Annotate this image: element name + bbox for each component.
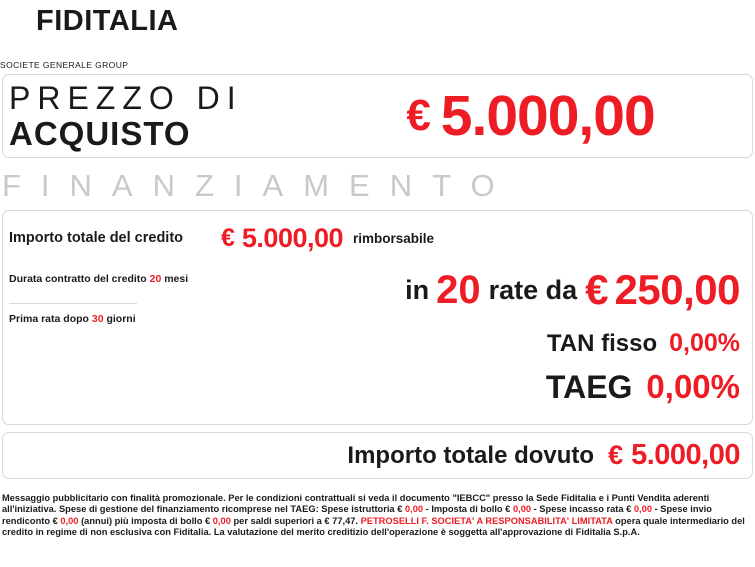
brand-logo xyxy=(0,4,179,38)
taeg-value: 0,00% xyxy=(646,368,740,405)
first-installment-line xyxy=(9,313,239,325)
total-credit-row xyxy=(9,217,742,259)
purchase-price-panel xyxy=(2,74,753,158)
first-installment-label: Prima rata dopo xyxy=(9,313,89,325)
price-amount: 5.000,00 xyxy=(440,83,655,148)
duration-value: 20 xyxy=(149,273,162,285)
legal-fee2: 0,00 xyxy=(512,504,532,515)
price-title-line1: PREZZO DI xyxy=(9,80,243,116)
total-credit-suffix: rimborsabile xyxy=(353,230,435,246)
legal-disclaimer xyxy=(2,493,751,539)
installment-row xyxy=(3,266,740,313)
taeg-label: TAEG xyxy=(545,369,633,405)
total-credit-label: Importo totale del credito xyxy=(9,230,184,246)
page-header xyxy=(0,0,755,74)
legal-part2: - Imposta di bollo € xyxy=(423,504,513,515)
tan-row xyxy=(547,329,740,358)
legal-part5: (annui) più imposta di bollo € xyxy=(78,515,213,526)
purchase-price-value xyxy=(309,83,752,148)
duration-unit: mesi xyxy=(164,273,189,285)
group-line: SOCIETE GENERALE GROUP xyxy=(0,60,129,70)
legal-part6: per saldi superiori a € 77,47. xyxy=(230,515,361,526)
installment-count: 20 xyxy=(436,268,481,312)
legal-fee4: 0,00 xyxy=(60,515,79,526)
legal-part4: - Spese invio rendiconto € xyxy=(2,504,712,526)
financing-watermark-text: FINANZIAMENTO xyxy=(2,168,515,203)
purchase-price-title xyxy=(3,81,309,151)
total-credit-amount: 5.000,00 xyxy=(241,222,344,253)
legal-part3: - Spese incasso rata € xyxy=(531,504,634,515)
total-due-label: Importo totale dovuto xyxy=(347,441,595,469)
installment-prefix: in xyxy=(405,274,430,305)
first-installment-value: 30 xyxy=(91,313,104,325)
duration-label: Durata contratto del credito xyxy=(9,273,147,285)
total-due-currency: € xyxy=(608,440,624,470)
installment-currency: € xyxy=(585,266,609,313)
legal-part1: Messaggio pubblicitario con finalità promozionale. Per le condizioni contrattuali si veda il documento "IEBCC" presso la Sede Fiditalia e i Punti Vendita aderenti all'iniziativa. Spese di gestione del finanziamento ricomprese nel TAEG: Spese istruttoria € xyxy=(2,493,710,515)
price-currency-symbol: € xyxy=(406,91,431,140)
fiditalia-flag-logo-icon xyxy=(0,4,28,38)
total-due-amount: 5.000,00 xyxy=(631,439,740,471)
legal-fee1: 0,00 xyxy=(404,504,424,515)
price-title-line2: ACQUISTO xyxy=(9,115,191,152)
legal-part7: opera quale intermediario del credito in regime di non esclusiva con Fiditalia. La valutazione del merito creditizio dell'operazione è soggetta all'approvazione di Fiditalia S.p.A. xyxy=(2,515,745,538)
financing-watermark xyxy=(0,164,755,208)
tan-value: 0,00% xyxy=(669,329,740,357)
legal-dealer-name: PETROSELLI F. SOCIETA' A RESPONSABILITA' LIMITATA xyxy=(360,515,613,526)
brand-name: FIDITALIA xyxy=(36,5,179,37)
first-installment-unit: giorni xyxy=(106,313,136,325)
installment-amount: 250,00 xyxy=(614,266,740,313)
total-due-panel xyxy=(2,432,753,479)
total-credit-currency: € xyxy=(221,223,235,252)
installment-middle-text: rate da xyxy=(488,274,578,305)
taeg-row xyxy=(546,368,740,406)
legal-fee5: 0,00 xyxy=(212,515,231,526)
legal-fee3: 0,00 xyxy=(633,504,652,515)
tan-label: TAN fisso xyxy=(546,330,658,357)
financing-details-panel xyxy=(2,210,753,425)
